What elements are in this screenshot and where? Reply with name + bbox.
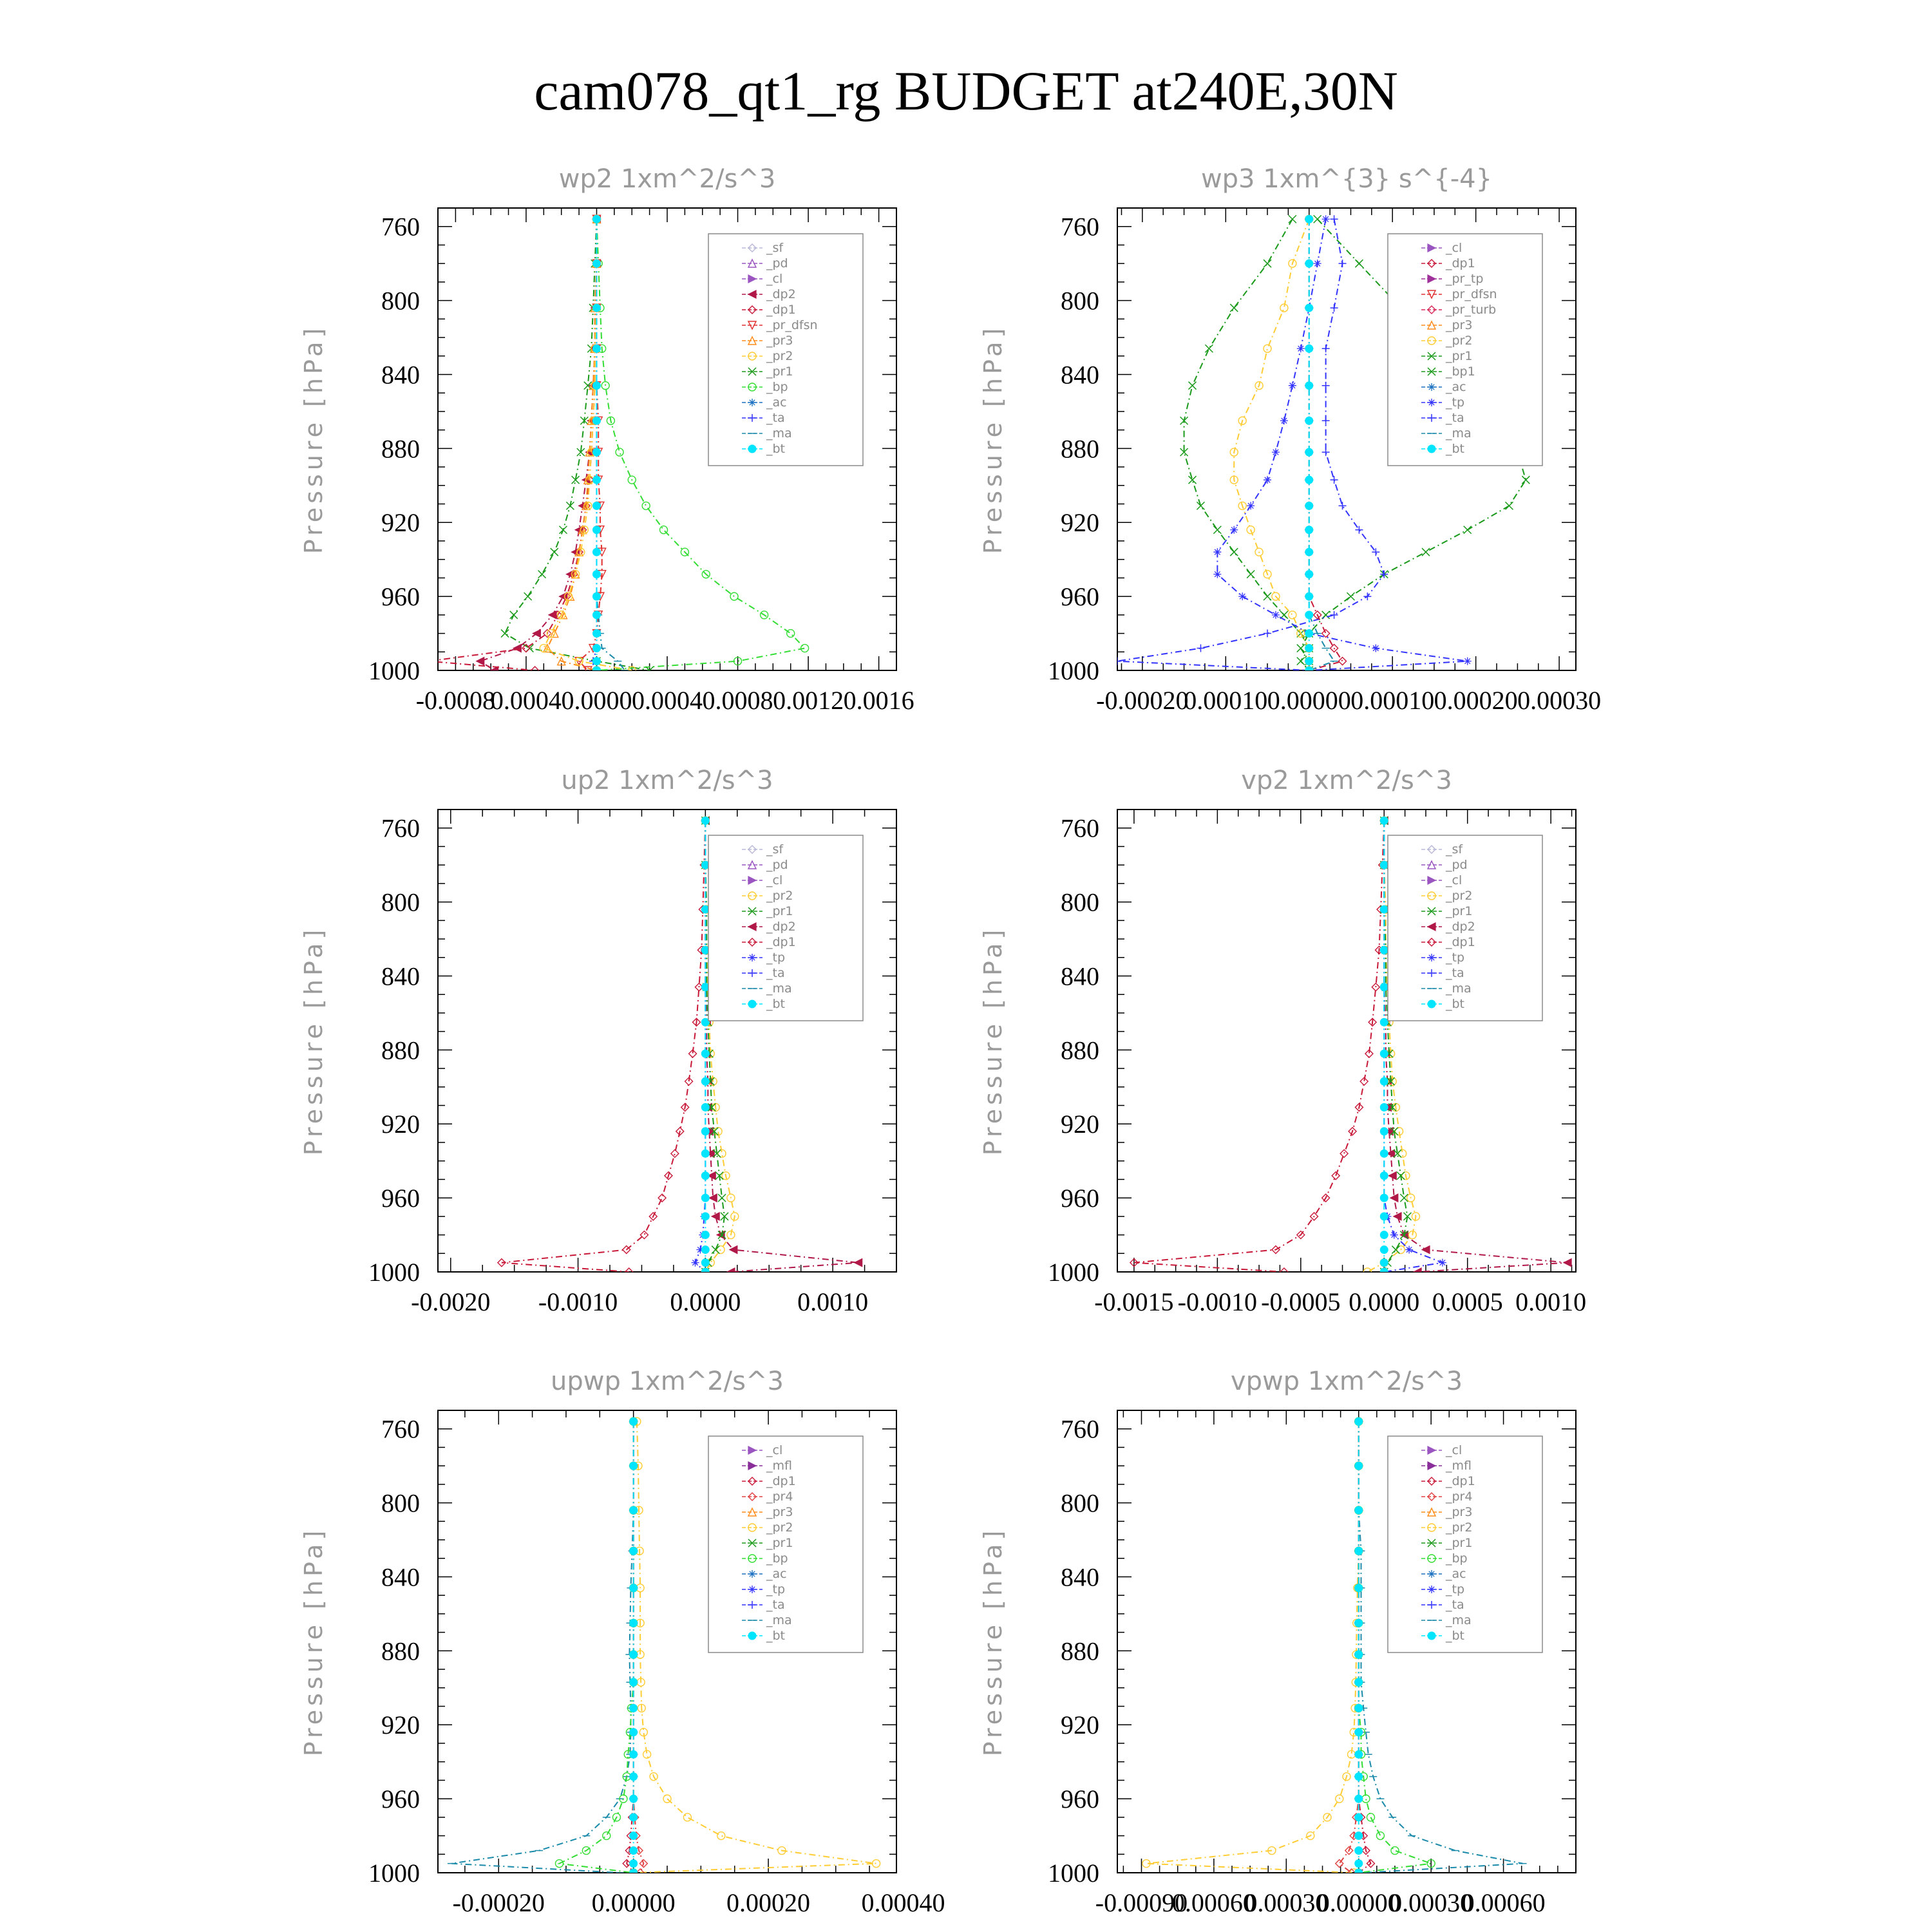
data-point-tp <box>1213 571 1221 578</box>
legend-label: _pr3 <box>766 1505 793 1519</box>
legend-label: _pr_dfsn <box>1446 287 1497 301</box>
data-point-bt <box>1355 1814 1363 1821</box>
data-point-bt <box>1355 1832 1363 1840</box>
x-tick-label: 0.0000 <box>561 686 632 715</box>
legend-label: _ma <box>766 981 792 996</box>
y-tick-label: 760 <box>1061 813 1099 843</box>
legend-label: _tp <box>766 951 786 965</box>
legend-label: _bt <box>766 997 786 1011</box>
legend-label: _pr1 <box>766 365 793 379</box>
y-tick-label: 840 <box>381 1562 420 1592</box>
legend-marker <box>1428 383 1435 391</box>
data-point-bt <box>1305 448 1313 456</box>
data-point-bt <box>592 304 600 312</box>
data-point-bt <box>701 1050 709 1057</box>
legend-label: _pr2 <box>766 349 793 363</box>
legend-label: _pr3 <box>766 334 793 348</box>
legend-label: _dp1 <box>1446 935 1475 949</box>
data-point-bt <box>630 1728 638 1736</box>
y-tick-label: 960 <box>381 1184 420 1213</box>
y-tick-label: 960 <box>1061 1184 1099 1213</box>
x-tick-label: 0.00060 <box>1171 1888 1256 1917</box>
legend-label: _ac <box>766 395 787 410</box>
y-tick-label: 880 <box>381 434 420 464</box>
legend-label: _bp <box>766 1551 788 1566</box>
x-tick-label: 0.0005 <box>1432 1287 1503 1316</box>
legend-marker <box>1428 1632 1435 1640</box>
legend-label: _ta <box>766 1598 785 1612</box>
x-tick-label: 0.0010 <box>797 1287 869 1316</box>
data-point-tp <box>1372 645 1379 652</box>
y-tick-label: 960 <box>381 1785 420 1814</box>
x-tick-label: 0.0004 <box>632 686 703 715</box>
data-point-bt <box>1305 382 1313 390</box>
legend-marker <box>1428 1570 1435 1578</box>
x-tick-label: 0.00000 <box>1316 1888 1401 1917</box>
y-tick-label: 840 <box>1061 1562 1099 1592</box>
data-point-bt <box>1305 215 1313 223</box>
y-tick-label: 960 <box>1061 582 1099 612</box>
x-tick-label: -0.0008 <box>415 686 496 715</box>
legend-label: _sf <box>766 241 784 255</box>
y-tick-label: 920 <box>381 1110 420 1139</box>
legend-label: _pr_dfsn <box>766 318 818 332</box>
y-tick-label: 920 <box>381 508 420 538</box>
y-tick-label: 760 <box>381 813 420 843</box>
legend-label: _cl <box>1446 1443 1463 1457</box>
data-point-bt <box>1380 905 1388 913</box>
legend-marker <box>748 399 756 406</box>
data-point-bt <box>630 1678 638 1686</box>
x-tick-label: 0.0010 <box>1515 1287 1587 1316</box>
data-point-bt <box>1355 1619 1363 1627</box>
legend-label: _pr1 <box>766 1536 793 1550</box>
data-point-bt <box>592 260 600 267</box>
legend-label: _sf <box>1446 842 1463 857</box>
y-tick-label: 880 <box>381 1036 420 1065</box>
y-tick-label: 1000 <box>368 656 420 685</box>
data-point-bt <box>701 1150 709 1157</box>
data-point-bt <box>592 630 600 638</box>
legend-label: _cl <box>766 272 783 286</box>
data-point-bt <box>1380 1050 1388 1057</box>
legend-label: _ac <box>1446 1567 1466 1581</box>
data-point-bt <box>630 1651 638 1658</box>
x-tick-label: 0.0012 <box>773 686 844 715</box>
data-point-bt <box>1380 1128 1388 1135</box>
y-axis-label: Pressure [hPa] <box>979 324 1007 554</box>
legend-label: _bp <box>1446 1551 1468 1566</box>
x-tick-label: 0.00000 <box>1267 686 1351 715</box>
y-tick-label: 760 <box>381 1414 420 1444</box>
legend-marker <box>1428 1000 1435 1008</box>
y-tick-label: 960 <box>1061 1785 1099 1814</box>
x-tick-label: -0.0005 <box>1261 1287 1341 1316</box>
data-point-bt <box>592 476 600 484</box>
data-point-bt <box>1380 1231 1388 1239</box>
data-point-tp <box>1213 548 1221 556</box>
data-point-tp <box>1464 658 1472 665</box>
y-tick-label: 880 <box>381 1636 420 1666</box>
y-tick-label: 840 <box>1061 961 1099 991</box>
legend-label: _bt <box>1446 997 1465 1011</box>
y-tick-label: 880 <box>1061 1036 1099 1065</box>
data-point-bt <box>1380 1150 1388 1157</box>
data-point-bt <box>701 1194 709 1202</box>
legend-label: _bt <box>1446 1629 1465 1643</box>
data-point-bt <box>630 1847 638 1855</box>
data-point-tp <box>1272 448 1280 456</box>
data-point-bt <box>592 382 600 390</box>
data-point-tp <box>1238 592 1246 600</box>
data-point-bt <box>630 1547 638 1555</box>
legend-label: _cl <box>1446 873 1463 887</box>
y-tick-label: 800 <box>381 887 420 917</box>
legend-label: _pr4 <box>1446 1490 1473 1504</box>
data-point-bt <box>701 1213 709 1220</box>
legend-label: _mfl <box>766 1459 792 1473</box>
x-tick-label: -0.0010 <box>538 1287 618 1316</box>
y-tick-label: 760 <box>381 212 420 242</box>
data-point-bt <box>1380 1172 1388 1180</box>
data-point-tp <box>1405 1246 1413 1254</box>
data-point-bt <box>1305 502 1313 509</box>
data-point-bt <box>701 1128 709 1135</box>
legend-label: _pr1 <box>766 904 793 918</box>
data-point-bt <box>630 1750 638 1758</box>
legend-label: _pr2 <box>1446 1520 1473 1535</box>
y-tick-label: 1000 <box>1048 656 1099 685</box>
data-point-bt <box>630 1860 638 1868</box>
legend-label: _pr1 <box>1446 1536 1473 1550</box>
legend-label: _dp2 <box>766 920 796 934</box>
legend-label: _ac <box>766 1567 787 1581</box>
data-point-bt <box>630 1506 638 1514</box>
legend-label: _cl <box>1446 241 1463 255</box>
y-tick-label: 800 <box>1061 1488 1099 1518</box>
y-tick-label: 1000 <box>1048 1258 1099 1287</box>
x-tick-label: 0.00030 <box>1517 686 1602 715</box>
y-tick-label: 1000 <box>368 1258 420 1287</box>
data-point-tp <box>1390 1231 1398 1239</box>
panel-title: wp3 1xm^{3} s^{-4} <box>1200 164 1493 194</box>
panel-title: vp2 1xm^2/s^3 <box>1241 766 1452 795</box>
data-point-bt <box>1305 658 1313 665</box>
legend-label: _dp1 <box>766 303 796 317</box>
data-point-bt <box>1355 1678 1363 1686</box>
data-point-bt <box>1305 260 1313 267</box>
data-point-bt <box>630 1704 638 1712</box>
y-axis-label: Pressure [hPa] <box>979 925 1007 1156</box>
data-point-bt <box>1355 1750 1363 1758</box>
data-point-tp <box>692 1259 699 1267</box>
legend-label: _bp1 <box>1446 365 1475 379</box>
legend-label: _ta <box>1446 1598 1464 1612</box>
data-point-bt <box>701 1103 709 1111</box>
legend-label: _pr_tp <box>1446 272 1484 286</box>
data-point-bt <box>701 1246 709 1254</box>
legend-label: _ta <box>1446 966 1464 980</box>
y-tick-label: 880 <box>1061 434 1099 464</box>
y-tick-label: 960 <box>381 582 420 612</box>
legend-label: _ma <box>1446 981 1472 996</box>
y-axis-label: Pressure [hPa] <box>299 925 328 1156</box>
data-point-bt <box>592 448 600 456</box>
data-point-bt <box>630 1417 638 1425</box>
data-point-bt <box>1305 630 1313 638</box>
x-tick-label: 0.00030 <box>1389 1888 1473 1917</box>
legend-label: _tp <box>1446 395 1465 410</box>
data-point-bt <box>1305 304 1313 312</box>
legend-label: _pr1 <box>1446 349 1473 363</box>
legend-label: _ta <box>766 411 785 425</box>
data-point-bt <box>1355 1547 1363 1555</box>
panel-title: vpwp 1xm^2/s^3 <box>1230 1367 1463 1396</box>
legend-label: _dp1 <box>766 1474 796 1488</box>
x-tick-label: 0.0008 <box>702 686 773 715</box>
legend-label: _bt <box>1446 442 1465 456</box>
legend-label: _pr2 <box>766 889 793 903</box>
x-tick-label: 0.0000 <box>670 1287 741 1316</box>
x-tick-label: 0.00020 <box>726 1888 811 1917</box>
legend-label: _pr3 <box>1446 1505 1473 1519</box>
data-point-bt <box>1380 861 1388 869</box>
data-point-bt <box>1380 817 1388 824</box>
legend-label: _pd <box>766 256 788 270</box>
data-point-bt <box>630 1795 638 1803</box>
x-tick-label: 0.00010 <box>1350 686 1435 715</box>
data-point-bt <box>630 1584 638 1592</box>
legend-marker <box>1428 954 1435 961</box>
legend-marker <box>748 1586 756 1593</box>
data-point-bt <box>592 592 600 600</box>
data-point-bt <box>1355 1847 1363 1855</box>
y-tick-label: 800 <box>1061 286 1099 316</box>
data-point-bt <box>1355 1417 1363 1425</box>
x-tick-label: 0.0000 <box>1349 1287 1420 1316</box>
y-tick-label: 880 <box>1061 1636 1099 1666</box>
y-axis-label: Pressure [hPa] <box>299 1526 328 1757</box>
legend-label: _pr_turb <box>1446 303 1497 317</box>
y-tick-label: 1000 <box>1048 1859 1099 1888</box>
y-tick-label: 920 <box>1061 508 1099 538</box>
x-tick-label: -0.00020 <box>1096 686 1189 715</box>
y-tick-label: 760 <box>1061 1414 1099 1444</box>
legend-marker <box>1428 445 1435 453</box>
data-point-bt <box>1305 571 1313 578</box>
legend-label: _ta <box>1446 411 1464 425</box>
legend-label: _pr2 <box>1446 334 1473 348</box>
legend-label: _pd <box>1446 858 1468 872</box>
legend-marker <box>748 445 756 453</box>
data-point-bt <box>1380 1077 1388 1085</box>
data-point-bt <box>1380 946 1388 954</box>
y-tick-label: 920 <box>1061 1110 1099 1139</box>
y-tick-label: 840 <box>381 360 420 390</box>
data-point-bt <box>1355 1795 1363 1803</box>
legend-label: _ma <box>766 426 792 440</box>
legend-label: _bt <box>766 442 786 456</box>
y-tick-label: 800 <box>1061 887 1099 917</box>
legend-label: _ma <box>1446 1613 1472 1627</box>
legend-label: _cl <box>766 1443 783 1457</box>
legend-label: _mfl <box>1446 1459 1472 1473</box>
y-tick-label: 800 <box>381 1488 420 1518</box>
data-point-bt <box>592 215 600 223</box>
legend-marker <box>748 1632 756 1640</box>
data-point-bt <box>630 1814 638 1821</box>
y-tick-label: 760 <box>1061 212 1099 242</box>
x-tick-label: 0.00000 <box>591 1888 676 1917</box>
data-point-bt <box>1305 526 1313 534</box>
legend-label: _dp1 <box>1446 256 1475 270</box>
data-point-bt <box>592 502 600 509</box>
x-tick-label: -0.0010 <box>1177 1287 1258 1316</box>
figure-title: cam078_qt1_rg BUDGET at240E,30N <box>534 60 1398 122</box>
legend-marker <box>748 1000 756 1008</box>
y-tick-label: 840 <box>381 961 420 991</box>
legend-label: _dp2 <box>1446 920 1475 934</box>
panel-title: up2 1xm^2/s^3 <box>561 766 773 795</box>
data-point-bt <box>592 526 600 534</box>
x-tick-label: 0.00020 <box>1434 686 1518 715</box>
data-point-bt <box>1305 345 1313 352</box>
x-tick-label: -0.00020 <box>452 1888 545 1917</box>
data-point-bt <box>592 645 600 652</box>
legend-marker <box>748 954 756 961</box>
data-point-bt <box>1380 1018 1388 1026</box>
x-tick-label: -0.0020 <box>411 1287 491 1316</box>
data-point-bt <box>1355 1773 1363 1781</box>
data-point-bt <box>1355 1860 1363 1868</box>
legend-label: _sf <box>766 842 784 857</box>
legend-label: _pr4 <box>766 1490 793 1504</box>
legend-label: _dp1 <box>1446 1474 1475 1488</box>
data-point-bt <box>1355 1728 1363 1736</box>
legend-label: _dp1 <box>766 935 796 949</box>
data-point-bt <box>592 611 600 619</box>
data-point-bt <box>1355 1584 1363 1592</box>
data-point-bt <box>592 571 600 578</box>
legend-label: _cl <box>766 873 783 887</box>
data-point-bt <box>701 817 709 824</box>
legend-marker <box>1428 399 1435 406</box>
legend-label: _pr2 <box>1446 889 1473 903</box>
data-point-bt <box>1305 611 1313 619</box>
data-point-bt <box>1305 476 1313 484</box>
data-point-bt <box>1380 1103 1388 1111</box>
data-point-bt <box>701 1259 709 1267</box>
legend-marker <box>748 1570 756 1578</box>
data-point-bt <box>1380 983 1388 991</box>
y-tick-label: 1000 <box>368 1859 420 1888</box>
x-tick-label: 0.00060 <box>1461 1888 1546 1917</box>
legend-label: _tp <box>1446 951 1465 965</box>
data-point-bt <box>701 1231 709 1239</box>
data-point-bt <box>630 1619 638 1627</box>
x-tick-label: 0.0016 <box>843 686 914 715</box>
data-point-bt <box>630 1462 638 1470</box>
x-tick-label: 0.00030 <box>1244 1888 1329 1917</box>
data-point-bt <box>701 1077 709 1085</box>
data-point-tp <box>1439 1259 1446 1267</box>
data-point-bt <box>1380 1213 1388 1220</box>
data-point-bt <box>1380 1259 1388 1267</box>
legend-label: _bt <box>766 1629 786 1643</box>
legend-label: _ma <box>1446 426 1472 440</box>
x-tick-label: 0.0004 <box>490 686 562 715</box>
x-tick-label: -0.00090 <box>1095 1888 1188 1917</box>
legend-label: _bp <box>766 380 788 394</box>
y-tick-label: 840 <box>1061 360 1099 390</box>
legend-label: _dp2 <box>766 287 796 301</box>
legend-label: _pr3 <box>1446 318 1473 332</box>
data-point-bt <box>1305 592 1313 600</box>
data-point-bt <box>592 548 600 556</box>
data-point-bt <box>1355 1462 1363 1470</box>
y-tick-label: 920 <box>1061 1710 1099 1740</box>
legend-label: _tp <box>1446 1582 1465 1596</box>
data-point-bt <box>1355 1651 1363 1658</box>
legend-label: _tp <box>766 1582 786 1596</box>
panel-title: wp2 1xm^2/s^3 <box>558 164 776 194</box>
panel-title: upwp 1xm^2/s^3 <box>551 1367 784 1396</box>
x-tick-label: -0.0015 <box>1094 1287 1174 1316</box>
data-point-bt <box>592 658 600 665</box>
x-tick-label: 0.00010 <box>1184 686 1268 715</box>
y-tick-label: 920 <box>381 1710 420 1740</box>
legend-marker <box>1428 1586 1435 1593</box>
legend-label: _ta <box>766 966 785 980</box>
y-axis-label: Pressure [hPa] <box>299 324 328 554</box>
data-point-bt <box>592 345 600 352</box>
data-point-bt <box>1305 417 1313 424</box>
legend-label: _pd <box>766 858 788 872</box>
data-point-bt <box>1355 1506 1363 1514</box>
legend-label: _pr2 <box>766 1520 793 1535</box>
data-point-bt <box>1305 645 1313 652</box>
legend-label: _pr1 <box>1446 904 1473 918</box>
data-point-bt <box>630 1832 638 1840</box>
data-point-bt <box>592 417 600 424</box>
legend-label: _ma <box>766 1613 792 1627</box>
data-point-bt <box>1305 548 1313 556</box>
legend-label: _ac <box>1446 380 1466 394</box>
data-point-bt <box>1380 1194 1388 1202</box>
y-tick-label: 800 <box>381 286 420 316</box>
data-point-bt <box>701 1172 709 1180</box>
y-axis-label: Pressure [hPa] <box>979 1526 1007 1757</box>
data-point-bt <box>630 1773 638 1781</box>
data-point-bt <box>1355 1704 1363 1712</box>
data-point-bt <box>1380 1246 1388 1254</box>
x-tick-label: 0.00040 <box>861 1888 945 1917</box>
